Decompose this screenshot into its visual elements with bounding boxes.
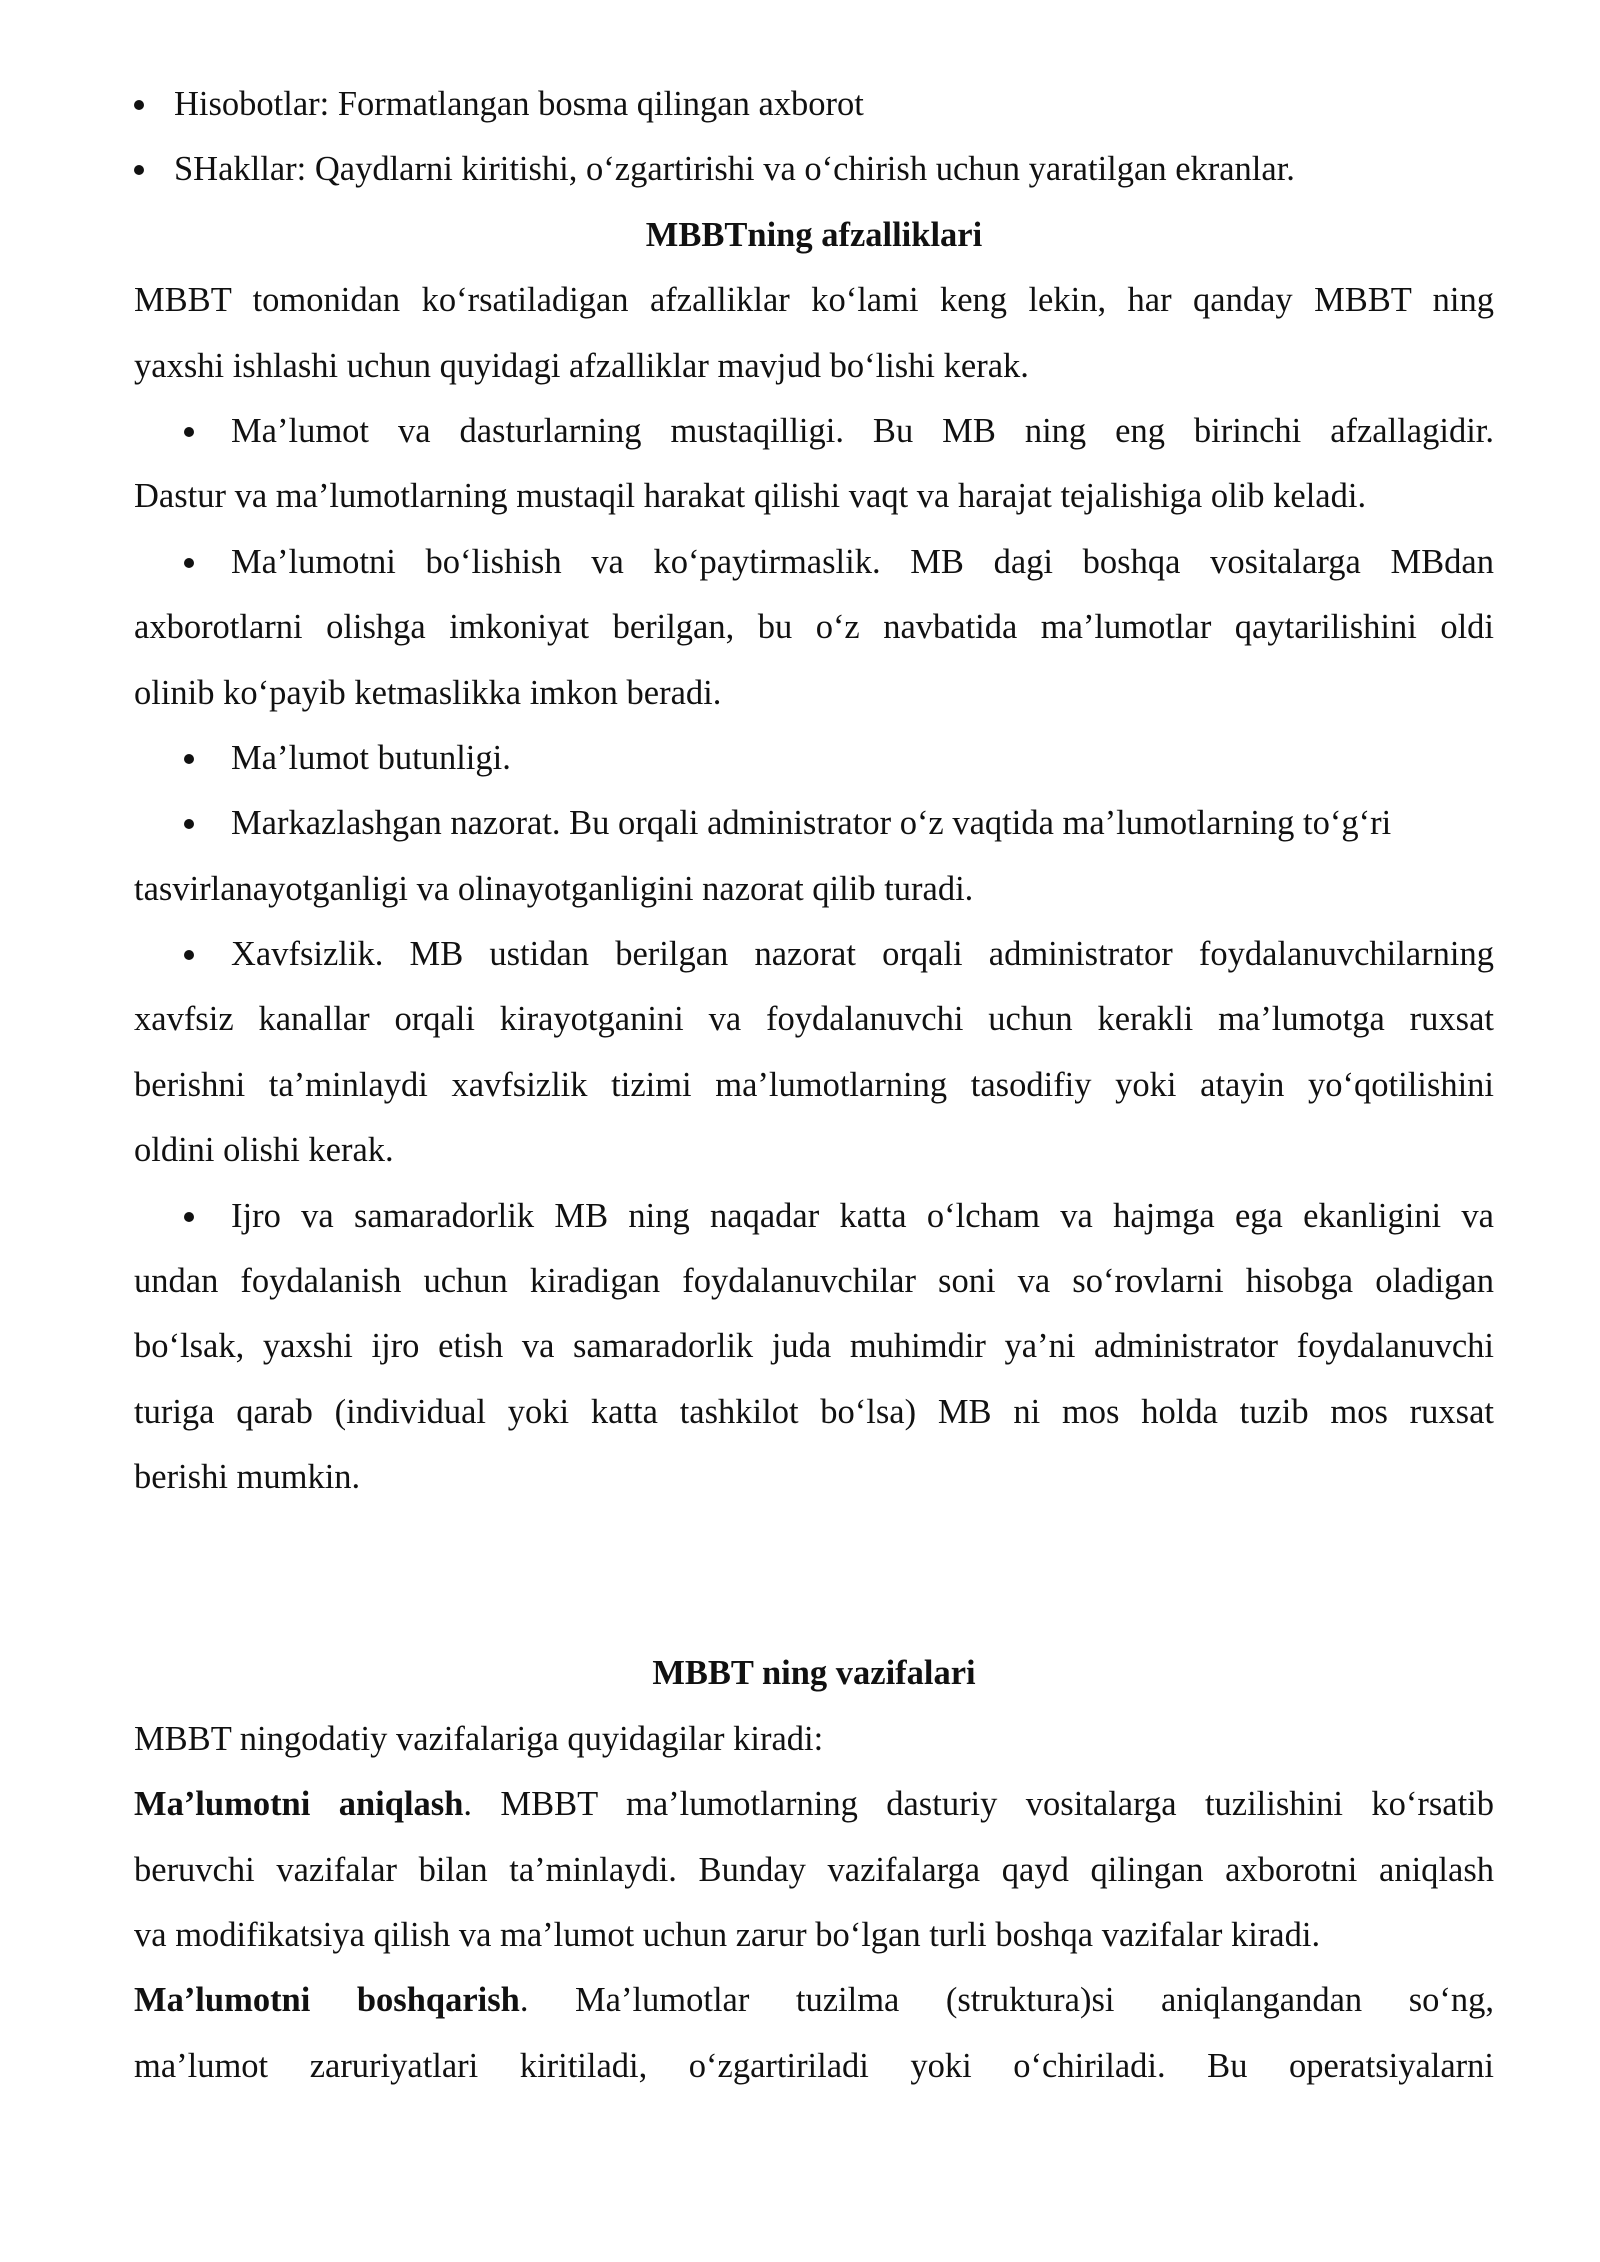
document-page (134, 72, 1494, 2099)
paragraph-line: undan foydalanish uchun kiradigan foydalanuvchilar soni va so‘rovlarni hisobga oladigan (134, 1262, 1494, 1301)
bullet-item (134, 399, 1494, 464)
term-bold: Ma’lumotni boshqarish (134, 1981, 520, 2020)
bullet-item-text: Ma’lumotni bo‘lishish va ko‘paytirmaslik. MB dagi boshqa vositalarga MBdan (231, 542, 1494, 581)
paragraph-line: va modifikatsiya qilish va ma’lumot uchun zarur bo‘lgan turli boshqa vazifalar kiradi. (134, 1915, 1321, 1954)
paragraph-line: bo‘lsak, yaxshi ijro etish va samaradorlik juda muhimdir ya’ni administrator foydalanuvchi (134, 1327, 1494, 1366)
paragraph-line: oldini olishi kerak. (134, 1131, 394, 1170)
bullet-item-text: Ma’lumot butunligi. (231, 738, 511, 777)
bullet-item (134, 922, 1494, 987)
bullet-icon (184, 427, 194, 437)
list-item (134, 137, 1494, 202)
bullet-icon (184, 754, 194, 764)
bullet-icon (134, 165, 144, 175)
section-heading: MBBT ning vazifalari (652, 1654, 976, 1693)
bullet-icon (184, 819, 194, 829)
paragraph-line: turiga qarab (individual yoki katta tashkilot bo‘lsa) MB ni mos holda tuzib mos ruxsat (134, 1392, 1494, 1431)
bullet-icon (184, 950, 194, 960)
paragraph-line: tasvirlanayotganligi va olinayotganligini nazorat qilib turadi. (134, 869, 974, 908)
paragraph-line: beruvchi vazifalar bilan ta’minlaydi. Bunday vazifalarga qayd qilingan axborotni aniqlash (134, 1850, 1494, 1889)
term-bold: Ma’lumotni aniqlash (134, 1785, 464, 1824)
bullet-item (134, 1184, 1494, 1249)
paragraph-line: yaxshi ishlashi uchun quyidagi afzalliklar mavjud bo‘lishi kerak. (134, 346, 1029, 385)
bullet-item-text: Xavfsizlik. MB ustidan berilgan nazorat orqali administrator foydalanuvchilarning (231, 935, 1494, 974)
section-heading: MBBTning afzalliklari (645, 215, 983, 254)
bullet-item-text: Ma’lumot va dasturlarning mustaqilligi. Bu MB ning eng birinchi afzallagidir. (231, 411, 1494, 450)
bullet-icon (134, 100, 144, 110)
bullet-icon (184, 558, 194, 568)
list-item-text: Hisobotlar: Formatlangan bosma qilingan axborot (174, 85, 864, 123)
list-item (134, 72, 1494, 137)
bullet-icon (184, 1212, 194, 1222)
term-definition: . Ma’lumotlar tuzilma (struktura)si aniqlangandan so‘ng, (519, 1981, 1494, 2020)
bullet-item (134, 726, 1494, 791)
bullet-item-text: Ijro va samaradorlik MB ning naqadar katta o‘lcham va hajmga ega ekanligini va (231, 1196, 1494, 1235)
bullet-item-text: Markazlashgan nazorat. Bu orqali administrator o‘z vaqtida ma’lumotlarning to‘g‘ri (231, 804, 1392, 843)
paragraph-line: MBBT ningodatiy vazifalariga quyidagilar kiradi: (134, 1719, 824, 1758)
paragraph-line: axborotlarni olishga imkoniyat berilgan, bu o‘z navbatida ma’lumotlar qaytarilishini oldi (134, 608, 1494, 647)
list-item-text: SHakllar: Qaydlarni kiritishi, o‘zgartirishi va o‘chirish uchun yaratilgan ekranlar. (174, 150, 1295, 189)
term-definition: . MBBT ma’lumotlarning dasturiy vositalarga tuzilishini ko‘rsatib (463, 1785, 1494, 1824)
paragraph-line: berishni ta’minlaydi xavfsizlik tizimi ma’lumotlarning tasodifiy yoki atayin yo‘qotilishini (134, 1065, 1494, 1104)
paragraph-line (134, 1968, 1494, 2033)
paragraph-line: ma’lumot zaruriyatlari kiritiladi, o‘zgartiriladi yoki o‘chiriladi. Bu operatsiyalarni (134, 2046, 1494, 2085)
paragraph-line: olinib ko‘payib ketmaslikka imkon beradi. (134, 673, 722, 712)
bullet-item (134, 530, 1494, 595)
paragraph-line (134, 1772, 1494, 1837)
paragraph-line: MBBT tomonidan ko‘rsatiladigan afzalliklar ko‘lami keng lekin, har qanday MBBT ning (134, 281, 1494, 320)
paragraph-line: berishi mumkin. (134, 1458, 361, 1497)
paragraph-line: xavfsiz kanallar orqali kirayotganini va foydalanuvchi uchun kerakli ma’lumotga ruxsat (134, 1000, 1494, 1039)
bullet-item (134, 791, 1494, 856)
spacer (134, 1511, 1494, 1642)
paragraph-line: Dastur va ma’lumotlarning mustaqil harakat qilishi vaqt va harajat tejalishiga olib keladi. (134, 477, 1367, 516)
